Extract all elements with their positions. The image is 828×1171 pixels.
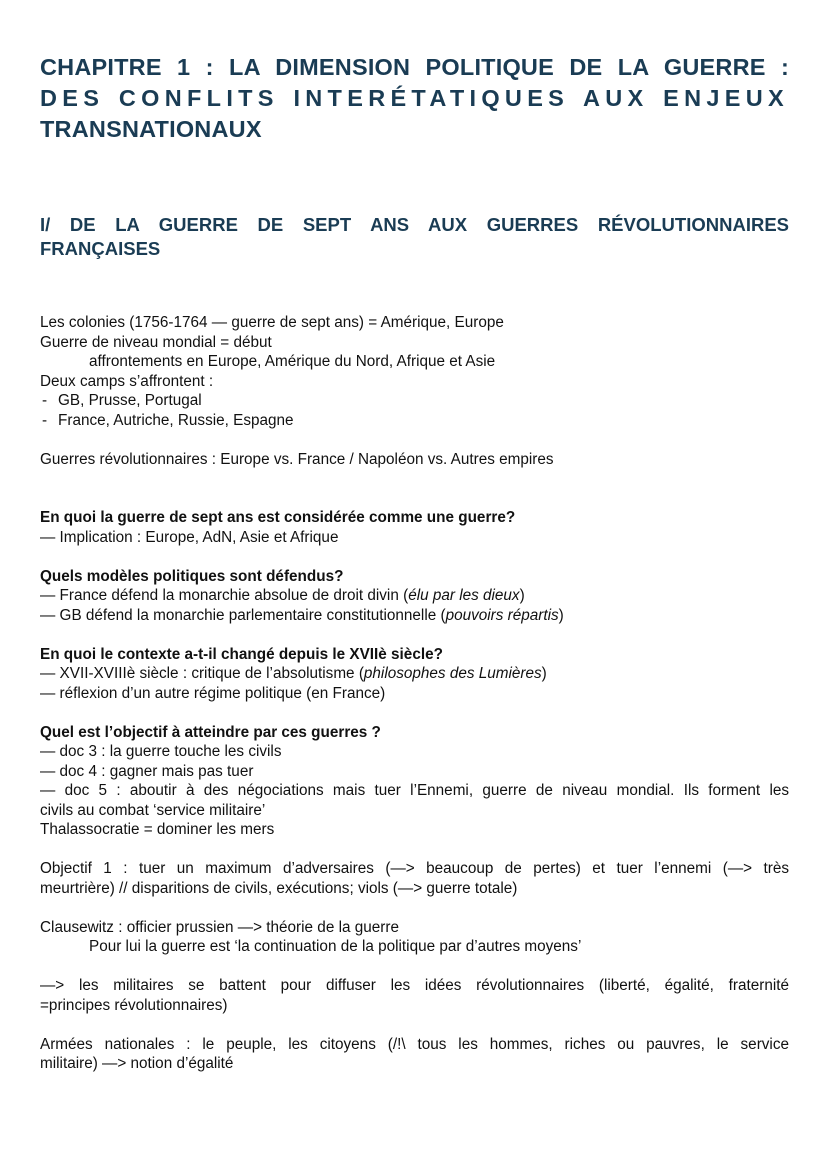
militaires-line: —> les militaires se battent pour diffuser les idées révolutionnaires (liberté, égalité, fraternité [40, 977, 789, 994]
chapter-title [40, 52, 789, 145]
objectif-line: meurtrière) // disparitions de civils, exécutions; viols (—> guerre totale) [40, 879, 518, 897]
intro-affrontements: affrontements en Europe, Amérique du Nord, Afrique et Asie [89, 353, 496, 370]
intro-revolutionnaires: Guerres révolutionnaires : Europe vs. France / Napoléon vs. Autres empires [40, 450, 554, 468]
question-heading: En quoi la guerre de sept ans est considérée comme une guerre? [40, 509, 516, 526]
list-dash: - [42, 392, 48, 409]
chapter-title-line: DES CONFLITS INTERÉTATIQUES AUX ENJEUX [40, 85, 789, 111]
section-title [40, 213, 789, 261]
answer-line: Thalassocratie = dominer les mers [40, 821, 275, 838]
intro-colonies: Les colonies (1756-1764 — guerre de sept ans) = Amérique, Europe [40, 314, 504, 331]
answer-line: — XVII-XVIIIè siècle : critique de l’absolutisme (philosophes des Lumières) [40, 665, 547, 682]
intro-niveau: Guerre de niveau mondial = début [40, 333, 272, 351]
objectif-line: Objectif 1 : tuer un maximum d’adversaires (—> beaucoup de pertes) et tuer l’ennemi (—> très [40, 860, 789, 877]
intro-camps: Deux camps s’affrontent : [40, 372, 214, 390]
militaires-line: =principes révolutionnaires) [40, 996, 228, 1014]
clausewitz-line: Clausewitz : officier prussien —> théorie de la guerre [40, 918, 399, 936]
answer-line: — doc 3 : la guerre touche les civils [40, 743, 282, 760]
answer-line: civils au combat ‘service militaire’ [40, 801, 266, 819]
answer-line: — doc 4 : gagner mais pas tuer [40, 762, 254, 780]
document-page [40, 52, 789, 1074]
section-title-line: I/ DE LA GUERRE DE SEPT ANS AUX GUERRES RÉVOLUTIONNAIRES [40, 214, 789, 235]
answer-line: — GB défend la monarchie parlementaire constitutionnelle (pouvoirs répartis) [40, 606, 564, 624]
clausewitz-quote: Pour lui la guerre est ‘la continuation de la politique par d’autres moyens’ [89, 938, 582, 955]
armees-line: militaire) —> notion d’égalité [40, 1055, 234, 1072]
document-body [40, 313, 789, 1074]
question-heading: Quel est l’objectif à atteindre par ces guerres ? [40, 723, 381, 741]
section-title-line: FRANÇAISES [40, 238, 161, 259]
list-dash: - [42, 411, 48, 429]
list-item: - France, Autriche, Russie, Espagne [42, 411, 294, 429]
answer-line: — doc 5 : aboutir à des négociations mais tuer l’Ennemi, guerre de niveau mondial. Ils forment les [40, 782, 789, 799]
answer-line: — Implication : Europe, AdN, Asie et Afrique [40, 528, 339, 546]
armees-line: Armées nationales : le peuple, les citoyens (/!\ tous les hommes, riches ou pauvres, le service [40, 1035, 789, 1053]
chapter-title-line: TRANSNATIONAUX [40, 116, 262, 142]
list-item: - GB, Prusse, Portugal [42, 392, 202, 409]
question-heading: En quoi le contexte a-t-il changé depuis le XVIIè siècle? [40, 645, 443, 663]
answer-line: — réflexion d’un autre régime politique (en France) [40, 684, 386, 702]
answer-line: — France défend la monarchie absolue de droit divin (élu par les dieux) [40, 587, 525, 604]
question-heading: Quels modèles politiques sont défendus? [40, 567, 344, 585]
chapter-title-line: CHAPITRE 1 : LA DIMENSION POLITIQUE DE LA GUERRE : [40, 54, 789, 80]
